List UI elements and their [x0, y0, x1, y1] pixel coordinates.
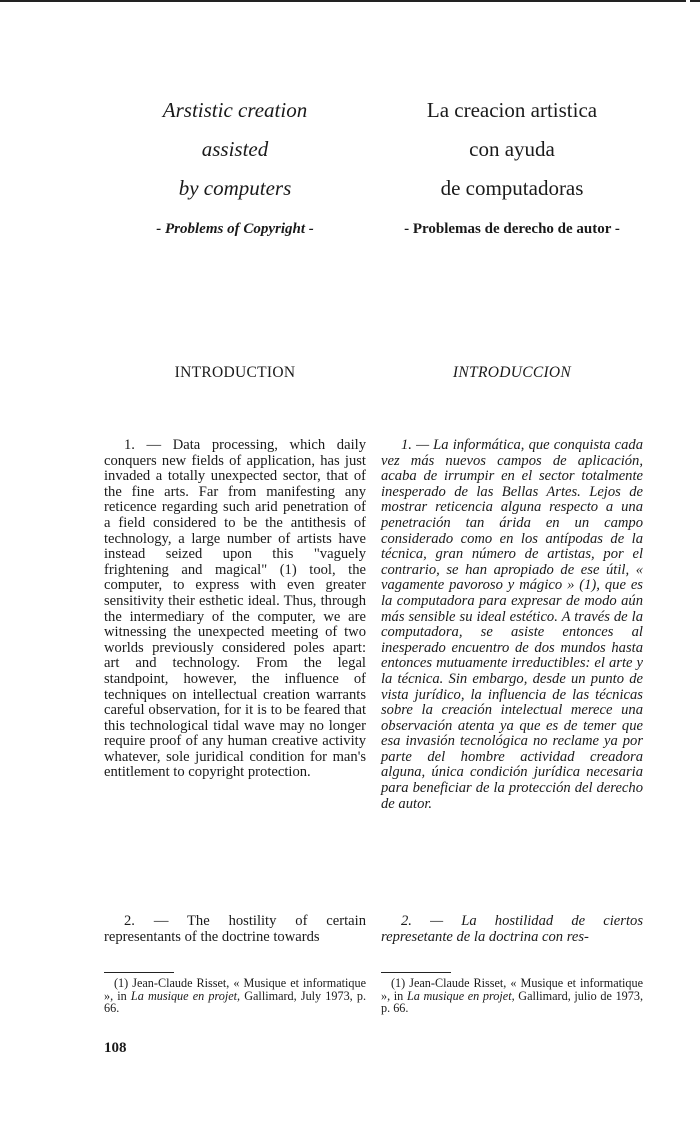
english-footnote-rule: [104, 972, 174, 973]
spanish-footnote-rule: [381, 972, 451, 973]
top-border-rule-fragment: [690, 0, 700, 2]
spanish-title-line-1: La creacion artistica: [426, 98, 598, 122]
english-title-line-3: by computers: [178, 176, 292, 200]
page-number: 108: [104, 1040, 127, 1056]
spanish-footnote-lead: (1) Jean-Claude Risset, « Musique et informatique », in: [381, 976, 643, 1003]
english-section-heading: INTRODUCTION: [174, 364, 296, 381]
english-title-line-1: Arstistic creation: [162, 98, 308, 122]
spanish-subtitle: - Problemas de derecho de autor -: [404, 221, 620, 237]
spanish-footnote-tail: Gallimard, julio de 1973, p. 66.: [381, 988, 644, 1016]
english-paragraph-1: 1. — Data processing, which daily conquers new fields of application, has just invaded a totally unexpected sector, that of the fine arts. Far from manifesting any reticence regarding such arid penetration of a field considered to be the antithesis of technology, a large number of artists have instead seized upon this "vaguely frightening and magical" (1) tool, the computer, to express with even greater sensitivity their esthetic ideal. Thus, through the intermediary of the computer, we are witnessing the unexpected meeting of two worlds previously considered poles apart: art and technology. From the legal standpoint, however, the influence of techniques on intellectual creation warrants careful observation, for it is to be feared that this technological tidal wave may no longer require proof of any human creative activity whatever, sole juridical condition for man's entitlement to copyright protection.: [104, 437, 366, 781]
spanish-section-heading: INTRODUCCION: [452, 364, 572, 381]
spanish-title-line-3: de computadoras: [440, 176, 584, 200]
english-subtitle: - Problems of Copyright -: [156, 221, 314, 237]
top-border-rule: [0, 0, 686, 2]
english-title-line-2: assisted: [201, 137, 269, 161]
spanish-paragraph-1: 1. — La informática, que conquista cada vez más nuevos campos de aplicación, acaba de irrumpir en el sector totalmente inesperado de las Bellas Artes. Lejos de mostrar reticencia alguna respecto a una penetración tan árida en un campo considerado como en los antípodas de la técnica, gran número de artistas, por el contrario, se han apropiado de ese útil, « vagamente pavoroso y mágico » (1), que es la computadora para expresar de modo aún más sensible su ideal estético. A través de la computadora, se asiste entonces al inesperado encuentro de dos mundos hasta entonces mutuamente irreductibles: el arte y la técnica. Sin embargo, desde un punto de vista jurídico, la influencia de las técnicas sobre la creación intelectual merece una observación atenta ya que es de temer que esa invasión tecnológica no reclame ya por parte del hombre actividad creadora alguna, única condición jurídica necesaria para beneficiar de la protección del derecho de autor.: [381, 437, 643, 812]
english-footnote-work-title: La musique en projet,: [130, 988, 241, 1003]
spanish-paragraph-2: 2. — La hostilidad de ciertos represetante de la doctrina con res-: [381, 913, 643, 945]
spanish-footnote-work-title: La musique en projet,: [406, 988, 515, 1003]
english-footnote-lead: (1) Jean-Claude Risset, « Musique et informatique », in: [104, 976, 366, 1003]
spanish-footnote: [381, 977, 643, 1015]
spanish-title-line-2: con ayuda: [469, 137, 555, 161]
english-paragraph-2: 2. — The hostility of certain representants of the doctrine towards: [104, 913, 366, 945]
english-footnote: [104, 977, 366, 1015]
english-footnote-tail: Gallimard, July 1973, p. 66.: [104, 988, 367, 1016]
